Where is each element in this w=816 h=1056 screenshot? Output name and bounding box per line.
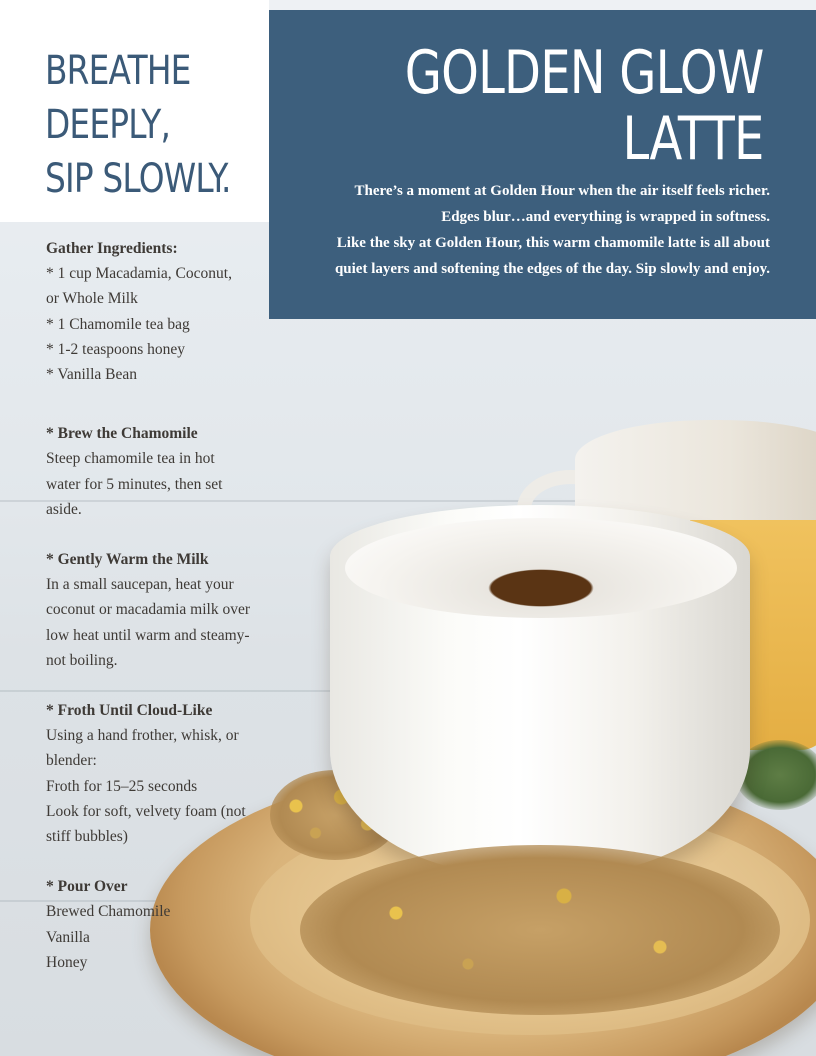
intro-line: There’s a moment at Golden Hour when the air itself feels richer.	[354, 183, 770, 199]
tea-cup-rim	[345, 518, 737, 618]
intro-line: Edges blur…and everything is wrapped in softness.	[441, 209, 770, 225]
ingredient-item: * 1 cup Macadamia, Coconut,	[46, 265, 232, 283]
intro-paragraph	[279, 178, 770, 282]
step-heading: * Pour Over	[46, 878, 128, 896]
step-line: Using a hand frother, whisk, or	[46, 727, 239, 745]
step-line: not boiling.	[46, 651, 118, 669]
ingredient-item: * 1-2 teaspoons honey	[46, 340, 186, 358]
tagline-line: DEEPLY,	[45, 102, 171, 148]
step-line: Froth for 15–25 seconds	[46, 777, 198, 795]
intro-line: quiet layers and softening the edges of the day. Sip slowly and enjoy.	[334, 261, 770, 277]
tagline-line: SIP SLOWLY.	[45, 156, 231, 202]
ingredient-item: or Whole Milk	[46, 290, 138, 308]
tagline-line: BREATHE	[45, 48, 191, 94]
step-warm-milk	[46, 547, 296, 673]
step-heading: * Froth Until Cloud-Like	[46, 702, 213, 720]
step-line: Steep chamomile tea in hot	[46, 450, 215, 468]
step-line: low heat until warm and steamy-	[46, 626, 250, 644]
step-line: blender:	[46, 752, 97, 770]
step-line: Honey	[46, 953, 88, 971]
dried-chamomile-flowers	[300, 845, 780, 1015]
ingredients-heading: Gather Ingredients:	[46, 240, 178, 257]
ingredient-item: * 1 Chamomile tea bag	[46, 315, 190, 333]
tagline-panel	[0, 0, 269, 222]
intro-line: Like the sky at Golden Hour, this warm chamomile latte is all about	[336, 235, 770, 251]
step-heading: * Brew the Chamomile	[46, 425, 198, 443]
page-title	[405, 40, 764, 172]
step-line: coconut or macadamia milk over	[46, 601, 251, 619]
tagline	[45, 44, 231, 206]
step-line: In a small saucepan, heat your	[46, 576, 234, 594]
step-heading: * Gently Warm the Milk	[46, 551, 209, 569]
step-froth	[46, 698, 296, 849]
ingredient-item: * Vanilla Bean	[46, 366, 137, 384]
step-pour-over	[46, 874, 296, 975]
step-line: stiff bubbles)	[46, 828, 128, 846]
step-line: Vanilla	[46, 928, 90, 946]
title-box	[269, 10, 816, 319]
recipe-column	[46, 236, 296, 975]
title-line: LATTE	[622, 104, 764, 174]
step-line: aside.	[46, 500, 82, 518]
title-line: GOLDEN GLOW	[405, 38, 764, 108]
step-brew	[46, 421, 296, 522]
step-line: Look for soft, velvety foam (not	[46, 802, 246, 820]
ingredients-section	[46, 236, 296, 387]
step-line: Brewed Chamomile	[46, 903, 171, 921]
step-line: water for 5 minutes, then set	[46, 475, 223, 493]
